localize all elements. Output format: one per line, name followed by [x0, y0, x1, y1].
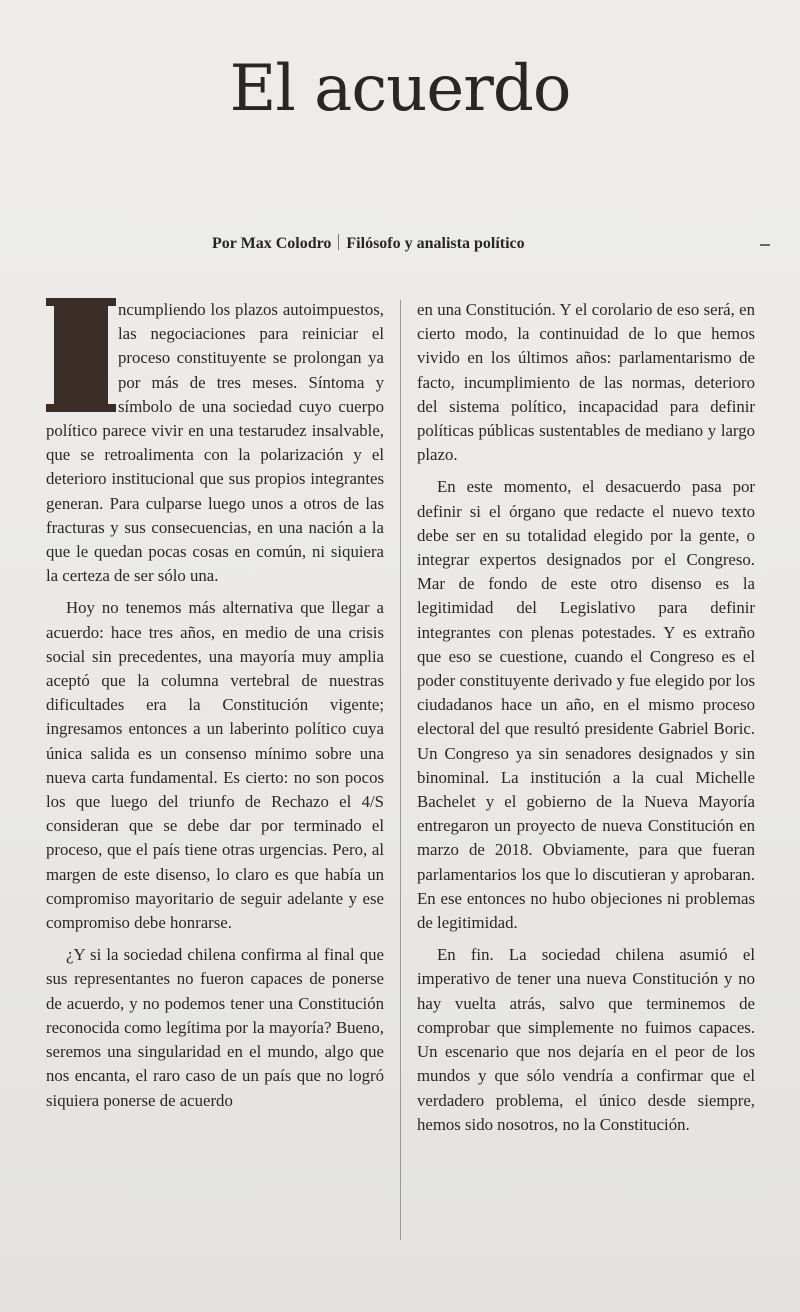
byline-separator	[338, 234, 339, 250]
article-column-right	[417, 298, 755, 1145]
show-through-ghost	[0, 230, 5, 323]
column-divider	[400, 300, 401, 1240]
byline	[212, 234, 612, 253]
byline-author: Por Max Colodro	[212, 235, 332, 252]
article-title: El acuerdo	[229, 52, 571, 126]
paragraph: Hoy no tenemos más alternativa que llegar a acuerdo: hace tres años, en medio de una crisis social sin precedentes, una mayoría muy amplia aceptó que la columna vertebral de nuestras dificultades era la Constitución vigente; ingresamos entonces a un laberinto político cuya única salida es un consenso mínimo sobre una nueva carta fundamental. Es cierto: no son pocos los que luego del triunfo de Rechazo el 4/S consideran que se debe dar por terminado el proceso, que el país tiene otras urgencias. Pero, al margen de este disenso, lo claro es que había un compromiso mayoritario de seguir adelante y ese compromiso debe honrarse.	[46, 598, 384, 933]
paragraph: en una Constitución. Y el corolario de eso será, en cierto modo, la continuidad de lo que hemos vivido en los últimos años: parlamentarismo de facto, incumplimiento de las normas, deterioro del sistema político, incapacidad para definir políticas públicas sustentables de mediano y largo plazo.	[417, 300, 755, 465]
article-column-left	[46, 298, 384, 1121]
paragraph: En este momento, el desacuerdo pasa por definir si el órgano que redacte el nuevo texto debe ser en su totalidad elegido por la gente, o integrar expertos designados por el Congreso. Mar de fondo de este otro disenso es la legitimidad del Legislativo para definir integrantes con plenas potestades. Y es extraño que eso se cuestione, cuando el Congreso es el poder constituyente derivado y fue elegido por los ciudadanos hace un año, en el mismo proceso electoral del que resultó presidente Gabriel Boric. Un Congreso ya sin senadores designados y sin binominal. La institución a la cual Michelle Bachelet y el gobierno de la Nueva Mayoría entregaron un proyecto de nueva Constitución en marzo de 2018. Obviamente, para que fueran parlamentarios los que lo discutieran y aprobaran. En ese entonces no hubo objeciones ni problemas de legitimidad.	[417, 477, 755, 933]
margin-mark	[760, 244, 770, 246]
byline-role: Filósofo y analista político	[346, 235, 525, 252]
paragraph: ¿Y si la sociedad chilena confirma al final que sus representantes no fueron capaces de ponerse de acuerdo, y no podemos tener una Constitución reconocida como legítima por la mayoría? Bueno, seremos una singularidad en el mundo, algo que nos encanta, el raro caso de un país que no logró siquiera ponerse de acuerdo	[46, 945, 384, 1110]
paragraph: En fin. La sociedad chilena asumió el imperativo de tener una nueva Constitución y no hay vuelta atrás, salvo que terminemos de comprobar que simplemente no fuimos capaces. Un escenario que nos dejaría en el peor de los mundos y que sólo vendría a confirmar que el verdadero problema, el único desde siempre, hemos sido nosotros, no la Constitución.	[417, 945, 755, 1134]
paragraph: ncumpliendo los plazos autoimpuestos, las negociaciones para reiniciar el proceso constituyente se prolongan ya por más de tres meses. Síntoma y símbolo de una sociedad cuyo cuerpo político parece vivir en una testarudez insalvable, que se retroalimenta con la polarización y el deterioro institucional que sus propios integrantes generan. Para culparse luego unos a otros de las fracturas y sus consecuencias, en una nación a la que le quedan pocas cosas en común, ni siquiera la certeza de ser sólo una.	[46, 300, 384, 586]
drop-cap	[54, 302, 108, 408]
